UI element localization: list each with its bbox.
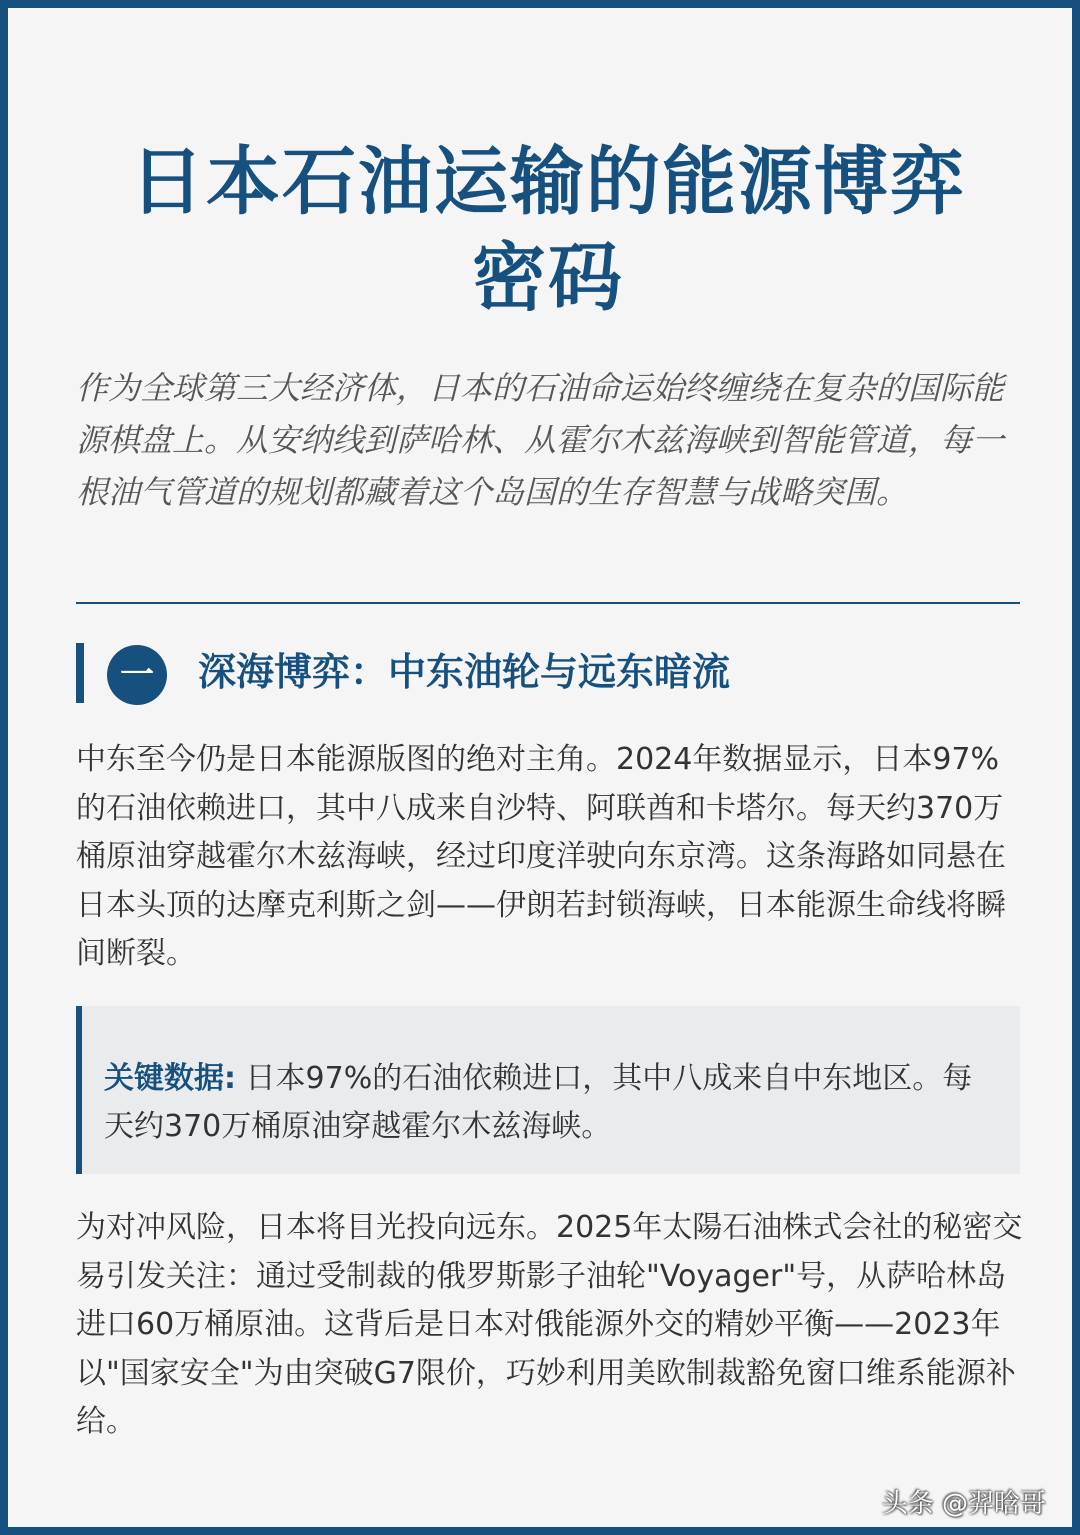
section-accent-bar	[76, 643, 84, 703]
intro-text: 作为全球第三大经济体，日本的石油命运始终缠绕在复杂的国际能源棋盘上。从安纳线到萨哈林、从霍尔木兹海峡到智能管道，每一根油气管道的规划都藏着这个岛国的生存智慧与战略突围。	[76, 369, 1005, 511]
section-title: 深海博弈：中东油轮与远东暗流	[198, 650, 731, 694]
callout-body: 日本97%的石油依赖进口，其中八成来自中东地区。每天约370万桶原油穿越霍尔木兹海峡。	[104, 1061, 973, 1144]
section-number-badge: 一	[107, 645, 167, 705]
article-title	[68, 134, 1028, 326]
paragraph-middle-east: 中东至今仍是日本能源版图的绝对主角。2024年数据显示，日本97%的石油依赖进口，其中八成来自沙特、阿联酋和卡塔尔。每天约370万桶原油穿越霍尔木兹海峡，经过印度洋驶向东京湾。这条海路如同悬在日本头顶的达摩克利斯之剑——伊朗若封锁海峡，日本能源生命线将瞬间断裂。	[76, 742, 1006, 971]
title-line-1: 日本石油运输的能源博弈	[130, 139, 966, 225]
title-line-2: 密码	[472, 235, 624, 321]
source-watermark: 头条 @羿晗哥	[881, 1489, 1046, 1519]
callout-text	[104, 1055, 990, 1151]
section-divider	[76, 602, 1020, 604]
paragraph-far-east: 为对冲风险，日本将目光投向远东。2025年太陽石油株式会社的秘密交易引发关注：通过受制裁的俄罗斯影子油轮"Voyager"号，从萨哈林岛进口60万桶原油。这背后是日本对俄能源外交的精妙平衡——2023年以"国家安全"为由突破G7限价，巧妙利用美欧制裁豁免窗口维系能源补给。	[76, 1210, 1023, 1439]
key-data-callout	[76, 1006, 1020, 1174]
callout-label: 关键数据:	[104, 1061, 236, 1096]
